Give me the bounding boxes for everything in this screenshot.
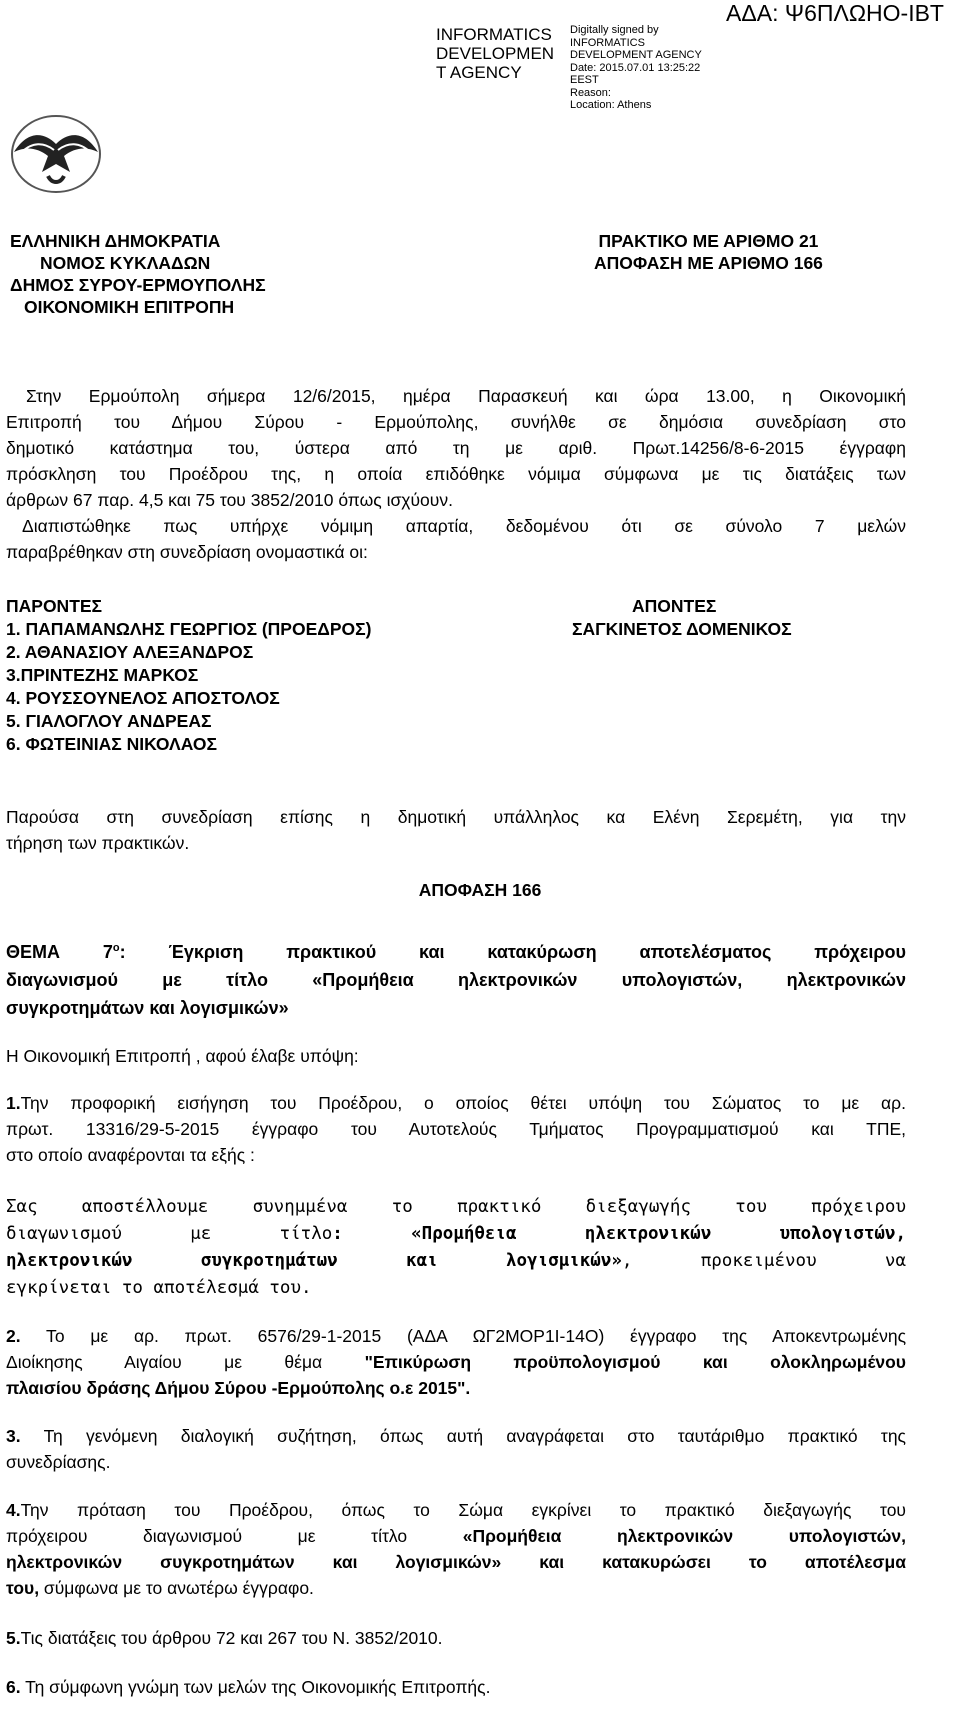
item-1 bbox=[6, 1090, 906, 1168]
quoted-letter bbox=[6, 1194, 906, 1302]
header-prefecture: ΝΟΜΟΣ ΚΥΚΛΑΔΩΝ bbox=[40, 253, 211, 273]
present-member: 1. ΠΑΠΑΜΑΝΩΛΗΣ ΓΕΩΡΓΙΟΣ (ΠΡΟΕΔΡΟΣ) bbox=[6, 619, 372, 639]
present-list bbox=[6, 595, 371, 756]
header-minutes-number: ΠΡΑΚΤΙΚΟ ΜΕ ΑΡΙΘΜΟ 21 bbox=[598, 231, 819, 251]
item-3 bbox=[6, 1423, 906, 1475]
signature-details bbox=[570, 24, 730, 112]
subject-line: : Έγκριση πρακτικού και κατακύρωση αποτελέσματος πρόχειρου bbox=[119, 942, 907, 962]
intro-line: Στην Ερμούπολη σήμερα 12/6/2015, ημέρα Παρασκευή και ώρα 13.00, η Οικονομική bbox=[26, 386, 906, 406]
present-member: 5. ΓΙΑΛΟΓΛΟΥ ΑΝΔΡΕΑΣ bbox=[6, 711, 212, 731]
present-member: 6. ΦΩΤΕΙΝΙΑΣ ΝΙΚΟΛΑΟΣ bbox=[6, 734, 218, 754]
quote-line: εγκρίνεται το αποτέλεσμά του. bbox=[6, 1278, 312, 1298]
item-5-text: Τις διατάξεις του άρθρου 72 και 267 του Ν. 3852/2010. bbox=[20, 1628, 443, 1648]
item-3-line: συνεδρίασης. bbox=[6, 1452, 111, 1472]
decision-title: ΑΠΟΦΑΣΗ 166 bbox=[418, 880, 542, 900]
item-2 bbox=[6, 1323, 906, 1401]
quote-title: : «Προμήθεια ηλεκτρονικών υπολογιστών, bbox=[332, 1224, 906, 1244]
header-municipality: ΔΗΜΟΣ ΣΥΡΟΥ-ΕΡΜΟΥΠΟΛΗΣ bbox=[10, 275, 266, 295]
quote-title: ηλεκτρονικών συγκροτημάτων και λογισμικών» bbox=[6, 1251, 622, 1271]
present-member: 4. ΡΟΥΣΣΟΥΝΕΛΟΣ ΑΠΟΣΤΟΛΟΣ bbox=[6, 688, 280, 708]
item-4 bbox=[6, 1497, 906, 1601]
signature-digitally-signed: Digitally signed by INFORMATICS DEVELOPMENT AGENCY bbox=[570, 24, 702, 61]
item-1-line: στο οποίο αναφέρονται τα εξής : bbox=[6, 1145, 255, 1165]
item-2-subject: "Επικύρωση προϋπολογισμού και ολοκληρωμένου bbox=[364, 1352, 906, 1372]
item-2-number: 2. bbox=[6, 1326, 21, 1346]
absent-heading: ΑΠΟΝΤΕΣ bbox=[632, 596, 717, 616]
present-member: 3.ΠΡΙΝΤΕΖΗΣ ΜΑΡΚΟΣ bbox=[6, 665, 199, 685]
intro-line: άρθρων 67 παρ. 4,5 και 75 του 3852/2010 όπως ισχύουν. bbox=[6, 490, 453, 510]
header-republic: ΕΛΛΗΝΙΚΗ ΔΗΜΟΚΡΑΤΙΑ bbox=[10, 231, 221, 251]
subject-line: διαγωνισμού με τίτλο «Προμήθεια ηλεκτρονικών υπολογιστών, ηλεκτρονικών bbox=[6, 970, 906, 990]
item-6-number: 6. bbox=[6, 1677, 21, 1697]
quote-line: , προκειμένου να bbox=[621, 1251, 906, 1271]
header-decision-number: ΑΠΟΦΑΣΗ ΜΕ ΑΡΙΘΜΟ 166 bbox=[594, 253, 823, 273]
header-right bbox=[594, 230, 823, 274]
item-5 bbox=[6, 1625, 906, 1651]
intro-line: Διαπιστώθηκε πως υπήρχε νόμιμη απαρτία, δεδομένου ότι σε σύνολο 7 μελών bbox=[22, 516, 906, 536]
ada-code: ΑΔΑ: Ψ6ΠΛΩΗΟ-ΙΒΤ bbox=[726, 0, 944, 26]
quote-line: διαγωνισμού με τίτλο bbox=[6, 1224, 333, 1244]
clerk-paragraph bbox=[6, 804, 906, 856]
header-left bbox=[10, 230, 266, 318]
subject-prefix: ΘΕΜΑ 7 bbox=[6, 942, 113, 962]
intro-line: δημοτικό κατάστημα του, ύστερα από τη με αριθ. Πρωτ.14256/8-6-2015 έγγραφη bbox=[6, 438, 906, 458]
item-4-title: «Προμήθεια ηλεκτρονικών υπολογιστών, bbox=[462, 1526, 906, 1546]
item-4-line: σύμφωνα με το ανωτέρω έγγραφο. bbox=[39, 1578, 314, 1598]
item-3-number: 3. bbox=[6, 1426, 21, 1446]
item-3-line: Τη γενόμενη διαλογική συζήτηση, όπως αυτή αναγράφεται στο ταυτάριθμο πρακτικό της bbox=[20, 1426, 906, 1446]
absent-list bbox=[572, 595, 792, 641]
signature-location: Location: Athens bbox=[570, 99, 652, 111]
greek-emblem-logo bbox=[8, 112, 104, 196]
item-1-number: 1. bbox=[6, 1093, 21, 1113]
item-2-line: πλαισίου δράσης Δήμου Σύρου -Ερμούπολης ο.ε 2015". bbox=[6, 1378, 471, 1398]
subject-paragraph bbox=[6, 934, 906, 1022]
clerk-line: Παρούσα στη συνεδρίαση επίσης η δημοτική υπάλληλος κα Ελένη Σερεμέτη, για την bbox=[6, 807, 906, 827]
signature-reason: Reason: bbox=[570, 86, 611, 99]
subject-sup: ο bbox=[112, 942, 120, 954]
considering-text: Η Οικονομική Επιτροπή , αφού έλαβε υπόψη: bbox=[6, 1046, 359, 1066]
item-6-text: Τη σύμφωνη γνώμη των μελών της Οικονομικής Επιτροπής. bbox=[20, 1677, 491, 1697]
item-1-line: πρωτ. 13316/29-5-2015 έγγραφο του Αυτοτελούς Τμήματος Προγραμματισμού και ΤΠΕ, bbox=[6, 1119, 906, 1139]
clerk-line: τήρηση των πρακτικών. bbox=[6, 833, 190, 853]
signer-name: INFORMATICS DEVELOPMEN T AGENCY bbox=[436, 25, 555, 82]
intro-paragraph bbox=[6, 383, 906, 565]
item-5-number: 5. bbox=[6, 1628, 21, 1648]
item-4-line: ηλεκτρονικών συγκροτημάτων και λογισμικών» και κατακυρώσει το αποτέλεσμα bbox=[6, 1552, 906, 1572]
item-1-line: Την προφορική εισήγηση του Προέδρου, ο οποίος θέτει υπόψη του Σώματος το με αρ. bbox=[20, 1093, 906, 1113]
quote-line: Σας αποστέλλουμε συνημμένα το πρακτικό διεξαγωγής του πρόχειρου bbox=[6, 1197, 906, 1217]
intro-line: παραβρέθηκαν στη συνεδρίαση ονομαστικά οι: bbox=[6, 542, 368, 562]
item-4-line: του, bbox=[6, 1578, 40, 1598]
signature-date: Date: 2015.07.01 13:25:22 EEST bbox=[570, 61, 701, 86]
intro-line: Επιτροπή του Δήμου Σύρου - Ερμούπολης, συνήλθε σε δημόσια συνεδρίαση στο bbox=[6, 412, 906, 432]
absent-member: ΣΑΓΚΙΝΕΤΟΣ ΔΟΜΕΝΙΚΟΣ bbox=[572, 619, 792, 639]
item-2-line: Διοίκησης Αιγαίου με θέμα bbox=[6, 1352, 365, 1372]
present-member: 2. ΑΘΑΝΑΣΙΟΥ ΑΛΕΞΑΝΔΡΟΣ bbox=[6, 642, 254, 662]
subject-line: συγκροτημάτων και λογισμικών» bbox=[6, 998, 289, 1018]
item-4-number: 4. bbox=[6, 1500, 21, 1520]
present-heading: ΠΑΡΟΝΤΕΣ bbox=[6, 596, 103, 616]
item-4-line: πρόχειρου διαγωνισμού με τίτλο bbox=[6, 1526, 463, 1546]
item-6 bbox=[6, 1674, 906, 1700]
header-committee: ΟΙΚΟΝΟΜΙΚΗ ΕΠΙΤΡΟΠΗ bbox=[24, 297, 235, 317]
item-4-line: Την πρόταση του Προέδρου, όπως το Σώμα εγκρίνει το πρακτικό διεξαγωγής του bbox=[20, 1500, 906, 1520]
item-2-line: Το με αρ. πρωτ. 6576/29-1-2015 (ΑΔΑ ΩΓ2ΜΟΡ1Ι-14Ο) έγγραφο της Αποκεντρωμένης bbox=[20, 1326, 906, 1346]
intro-line: πρόσκληση του Προέδρου της, η οποία επιδόθηκε νόμιμα σύμφωνα με τις διατάξεις των bbox=[6, 464, 906, 484]
